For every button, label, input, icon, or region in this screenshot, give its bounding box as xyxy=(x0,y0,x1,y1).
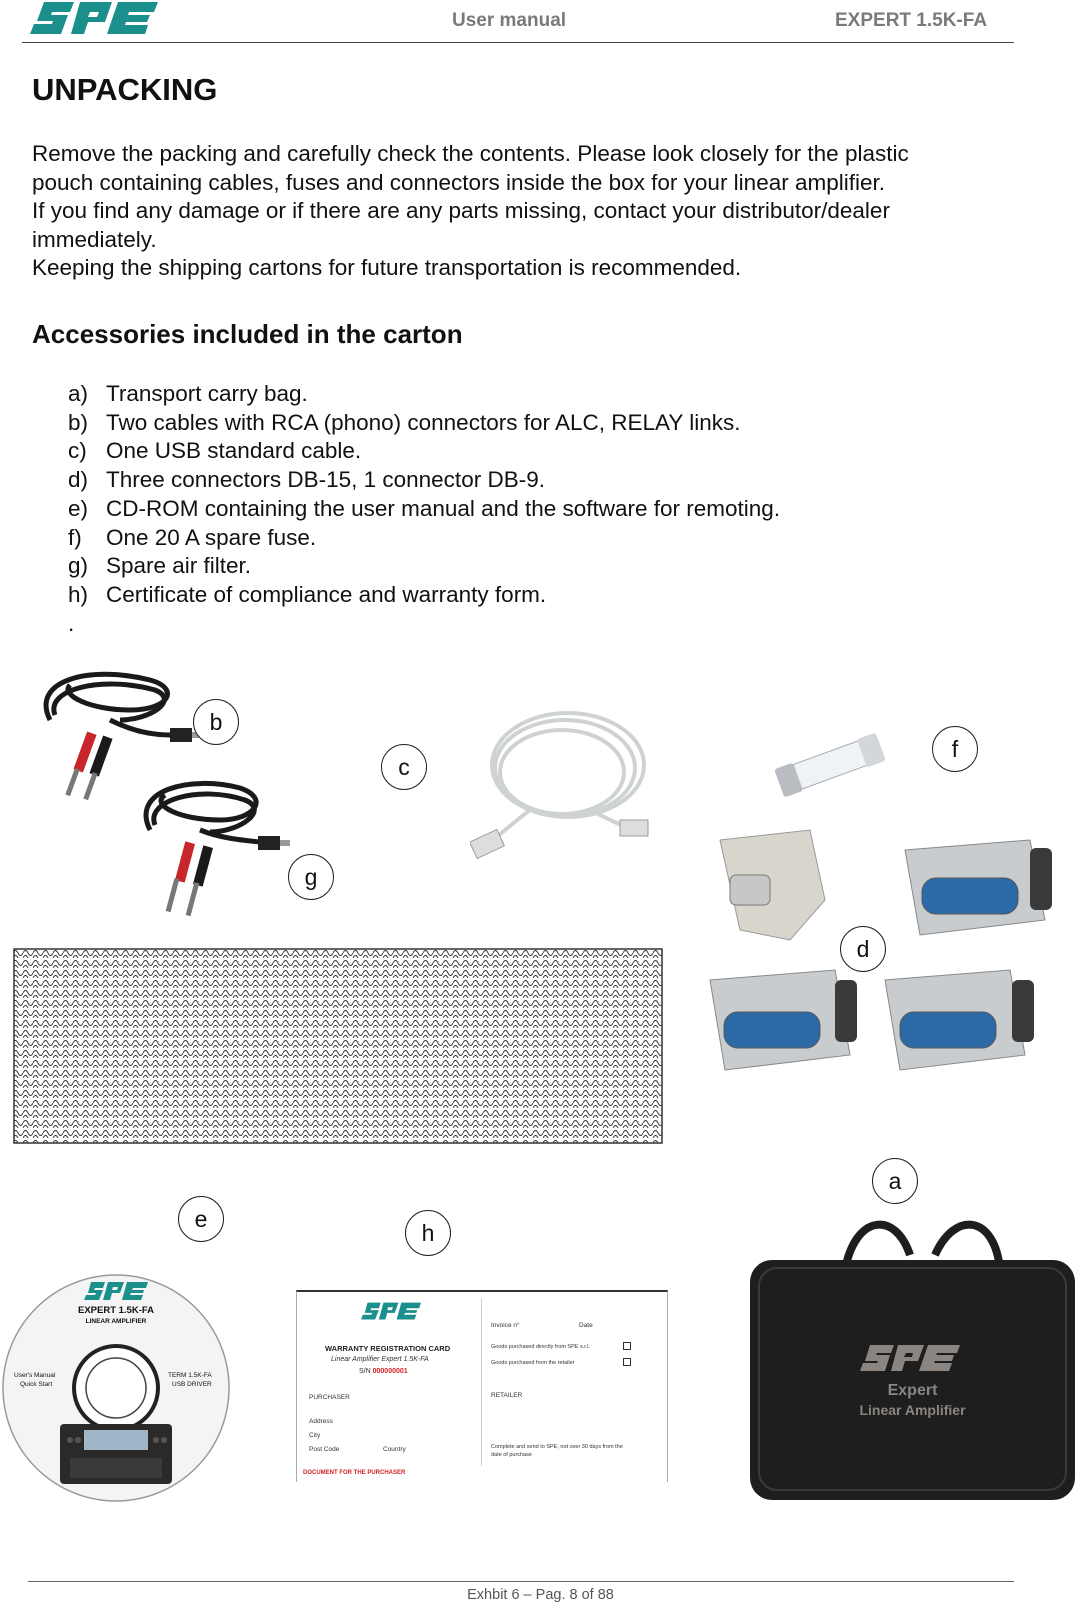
callout-h: h xyxy=(405,1210,451,1256)
cd-rom xyxy=(0,1272,232,1504)
header-divider xyxy=(22,42,1014,43)
list-item: a) Transport carry bag. xyxy=(68,381,308,406)
cd-model: EXPERT 1.5K-FA xyxy=(77,1305,155,1316)
usb-cable-illustration xyxy=(470,710,660,870)
warranty-footer: DOCUMENT FOR THE PURCHASER xyxy=(303,1470,406,1476)
list-item: b) Two cables with RCA (phono) connectors for ALC, RELAY links. xyxy=(68,409,741,435)
list-item: g) Spare air filter. xyxy=(68,553,252,579)
list-item: f) One 20 A spare fuse. xyxy=(68,524,317,550)
spe-logo xyxy=(30,0,160,42)
cd-left-1: User's Manual xyxy=(14,1372,56,1379)
warranty-country: Country xyxy=(383,1446,406,1453)
warranty-subtitle: Linear Amplifier Expert 1.5K-FA xyxy=(331,1356,429,1363)
unpacking-text xyxy=(32,140,1052,283)
header-title: User manual xyxy=(452,10,567,31)
list-item: d) Three connectors DB-15, 1 connector DB-9. xyxy=(68,467,545,493)
checkbox-spe[interactable] xyxy=(623,1342,631,1350)
bag-label-1: Expert xyxy=(887,1382,938,1399)
paragraph-line: If you find any damage or if there are any parts missing, contact your distributor/dealer xyxy=(32,198,890,223)
warranty-city: City xyxy=(309,1432,321,1439)
warranty-logo xyxy=(361,1302,421,1320)
section-title: UNPACKING xyxy=(32,72,218,107)
paragraph-line: immediately. xyxy=(32,226,157,252)
list-item: . xyxy=(68,610,75,636)
checkbox-retailer[interactable] xyxy=(623,1358,631,1366)
warranty-complete-2: date of purchase xyxy=(491,1452,532,1458)
cd-left-2: Quick Start xyxy=(20,1381,53,1388)
cd-right-1: TERM 1.5K-FA xyxy=(168,1372,212,1379)
callout-a: a xyxy=(872,1158,918,1204)
list-item: h) Certificate of compliance and warranty form. xyxy=(68,581,547,607)
header-model: EXPERT 1.5K-FA xyxy=(835,10,988,31)
paragraph-line: Keeping the shipping cartons for future transportation is recommended. xyxy=(32,255,742,280)
rca-cables-illustration xyxy=(30,660,290,940)
warranty-date: Date xyxy=(579,1322,593,1329)
footer-divider xyxy=(28,1581,1014,1582)
callout-c: c xyxy=(381,744,427,790)
air-filter-illustration xyxy=(13,948,665,1146)
callout-f: f xyxy=(932,726,978,772)
callout-g: g xyxy=(288,854,334,900)
bag-shape xyxy=(745,1210,1080,1505)
callout-d: d xyxy=(840,926,886,972)
callout-e: e xyxy=(178,1196,224,1242)
warranty-invoice: Invoice n° xyxy=(491,1322,520,1329)
warranty-post-code: Post Code xyxy=(309,1446,340,1453)
list-item: e) CD-ROM containing the user manual and the software for remoting. xyxy=(68,495,781,521)
paragraph-line: pouch containing cables, fuses and connectors inside the box for your linear amplifier. xyxy=(32,169,886,195)
warranty-divider xyxy=(481,1298,482,1466)
page-footer: Exhbit 6 – Pag. 8 of 88 xyxy=(467,1587,614,1603)
paragraph-line: Remove the packing and carefully check the contents. Please look closely for the plastic xyxy=(32,141,909,166)
warranty-card xyxy=(296,1290,668,1482)
warranty-complete-1: Complete and send to SPE, not over 30 days from the xyxy=(491,1444,623,1450)
warranty-retailer: RETAILER xyxy=(491,1392,523,1399)
cd-subtitle: LINEAR AMPLIFIER xyxy=(85,1318,147,1325)
warranty-goods-spe: Goods purchased directly from SPE s.r.l. xyxy=(491,1344,591,1350)
db-connectors-illustration xyxy=(700,820,1080,1100)
fuse-illustration xyxy=(770,730,890,800)
carry-bag xyxy=(745,1210,1080,1505)
warranty-purchaser: PURCHASER xyxy=(309,1394,350,1401)
accessories-list xyxy=(68,380,780,638)
callout-b: b xyxy=(193,699,239,745)
warranty-title: WARRANTY REGISTRATION CARD xyxy=(325,1344,451,1353)
cd-right-2: USB DRIVER xyxy=(172,1381,212,1388)
bag-label-2: Linear Amplifier xyxy=(859,1402,966,1418)
warranty-goods-retailer: Goods purchased from the retailer xyxy=(491,1360,575,1366)
warranty-sn: S/N 000000001 xyxy=(359,1368,408,1375)
warranty-address: Address xyxy=(309,1418,333,1425)
list-item: c) One USB standard cable. xyxy=(68,438,362,464)
accessories-title: Accessories included in the carton xyxy=(32,319,463,349)
